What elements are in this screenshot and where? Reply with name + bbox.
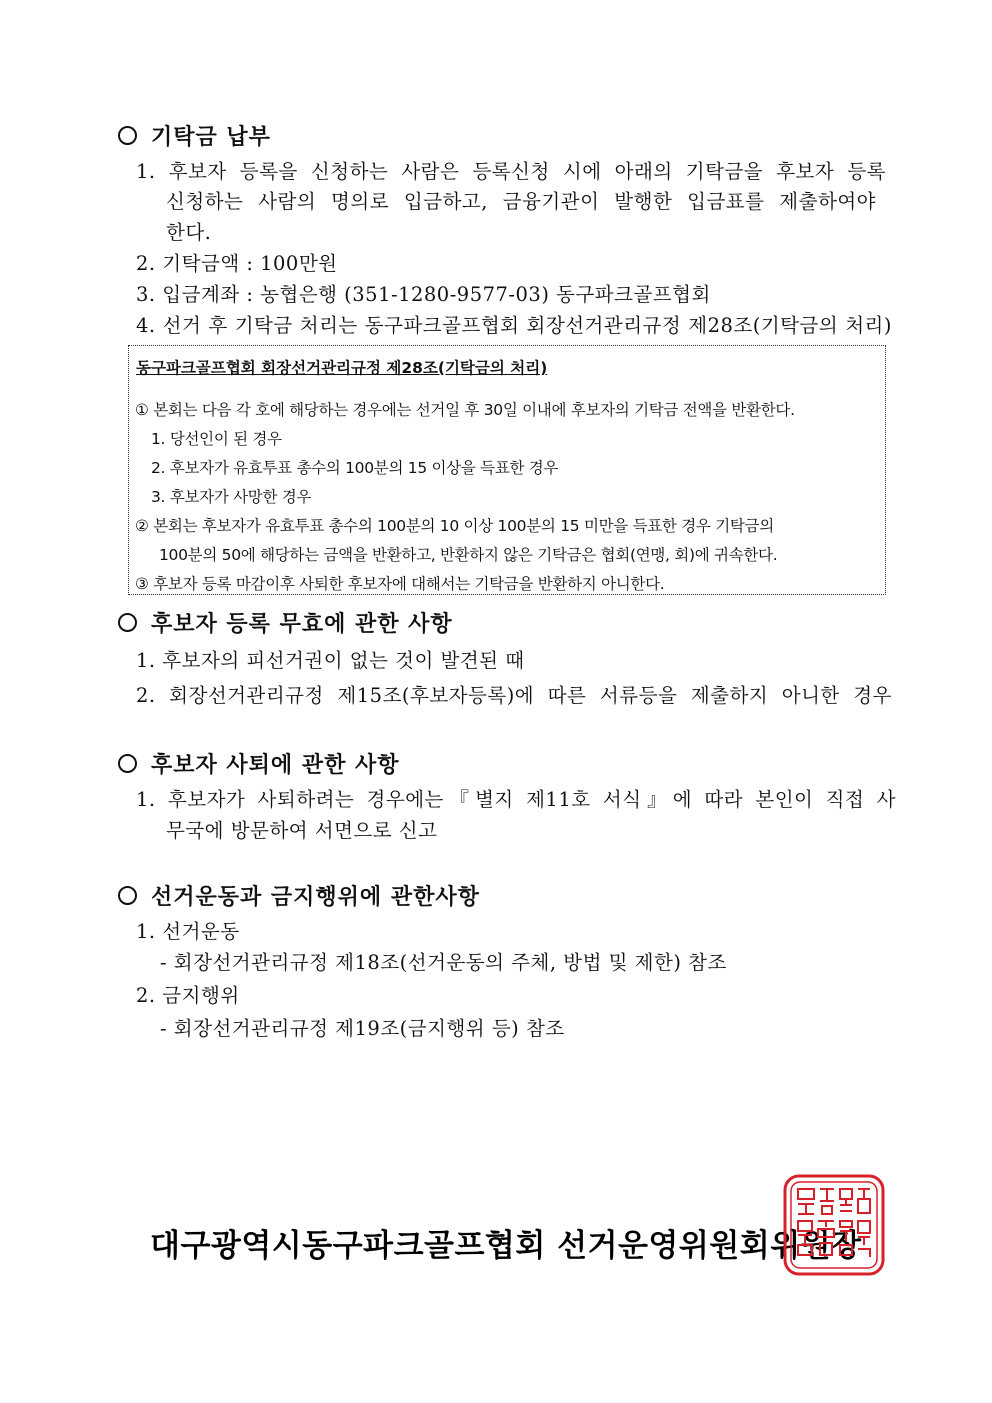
regulation-box-title: 동구파크골프협회 회장선거관리규정 제28조(기탁금의 처리) xyxy=(136,359,548,377)
regulation-clause-3: ③ 후보자 등록 마감이후 사퇴한 후보자에 대해서는 기탁금을 반환하지 아니한다. xyxy=(135,575,665,593)
circle-bullet-icon xyxy=(118,126,137,145)
campaign-item-1: 1. 선거운동 xyxy=(136,920,240,943)
deposit-item-1-end: 한다. xyxy=(166,221,212,244)
campaign-item-2-detail: - 회장선거관리규정 제19조(금지행위 등) 참조 xyxy=(160,1017,565,1040)
deposit-item-3: 3. 입금계좌 : 농협은행 (351-1280-9577-03) 동구파크골프협회 xyxy=(136,283,711,306)
regulation-clause-2: ② 본회는 후보자가 유효투표 총수의 100분의 10 이상 100분의 15 미만을 득표한 경우 기탁금의 xyxy=(135,517,774,535)
campaign-item-2: 2. 금지행위 xyxy=(136,984,240,1007)
section-title-text: 후보자 사퇴에 관한 사항 xyxy=(151,753,400,778)
circle-bullet-icon xyxy=(118,613,137,632)
deposit-item-1: 1. 후보자 등록을 신청하는 사람은 등록신청 시에 아래의 기탁금을 후보자 등록 xyxy=(136,160,886,183)
deposit-item-4: 4. 선거 후 기탁금 처리는 동구파크골프협회 회장선거관리규정 제28조(기탁금의 처리) xyxy=(136,314,892,337)
regulation-box xyxy=(128,345,886,595)
official-seal-icon xyxy=(782,1173,886,1277)
circle-bullet-icon xyxy=(118,886,137,905)
invalid-item-2: 2. 회장선거관리규정 제15조(후보자등록)에 따른 서류등을 제출하지 아니한 경우 xyxy=(136,684,892,707)
signature-line: 대구광역시동구파크골프협회 선거운영위원회위원장 xyxy=(150,1228,862,1264)
section-title-text: 기탁금 납부 xyxy=(151,125,271,150)
regulation-clause-1: ① 본회는 다음 각 호에 해당하는 경우에는 선거일 후 30일 이내에 후보자의 기탁금 전액을 반환한다. xyxy=(135,401,795,419)
regulation-clause-1-item-3: 3. 후보자가 사망한 경우 xyxy=(151,488,312,506)
section-title-campaign xyxy=(118,880,480,911)
circle-bullet-icon xyxy=(118,754,137,773)
section-title-resign xyxy=(118,748,400,779)
resign-item-1: 1. 후보자가 사퇴하려는 경우에는『별지 제11호 서식』에 따라 본인이 직접 사 xyxy=(136,788,896,811)
deposit-item-1-cont: 신청하는 사람의 명의로 입금하고, 금융기관이 발행한 입금표를 제출하여야 xyxy=(166,190,876,213)
section-title-text: 후보자 등록 무효에 관한 사항 xyxy=(151,612,453,637)
regulation-clause-1-item-1: 1. 당선인이 된 경우 xyxy=(151,430,282,448)
regulation-clause-2-cont: 100분의 50에 해당하는 금액을 반환하고, 반환하지 않은 기탁금은 협회(연맹, 회)에 귀속한다. xyxy=(159,546,778,564)
deposit-item-2: 2. 기탁금액 : 100만원 xyxy=(136,252,338,275)
campaign-item-1-detail: - 회장선거관리규정 제18조(선거운동의 주체, 방법 및 제한) 참조 xyxy=(160,951,727,974)
section-title-deposit xyxy=(118,120,271,151)
invalid-item-1: 1. 후보자의 피선거권이 없는 것이 발견된 때 xyxy=(136,649,525,672)
resign-item-1-cont: 무국에 방문하여 서면으로 신고 xyxy=(166,819,438,842)
section-title-invalid xyxy=(118,607,453,638)
section-title-text: 선거운동과 금지행위에 관한사항 xyxy=(151,885,480,910)
regulation-clause-1-item-2: 2. 후보자가 유효투표 총수의 100분의 15 이상을 득표한 경우 xyxy=(151,459,559,477)
